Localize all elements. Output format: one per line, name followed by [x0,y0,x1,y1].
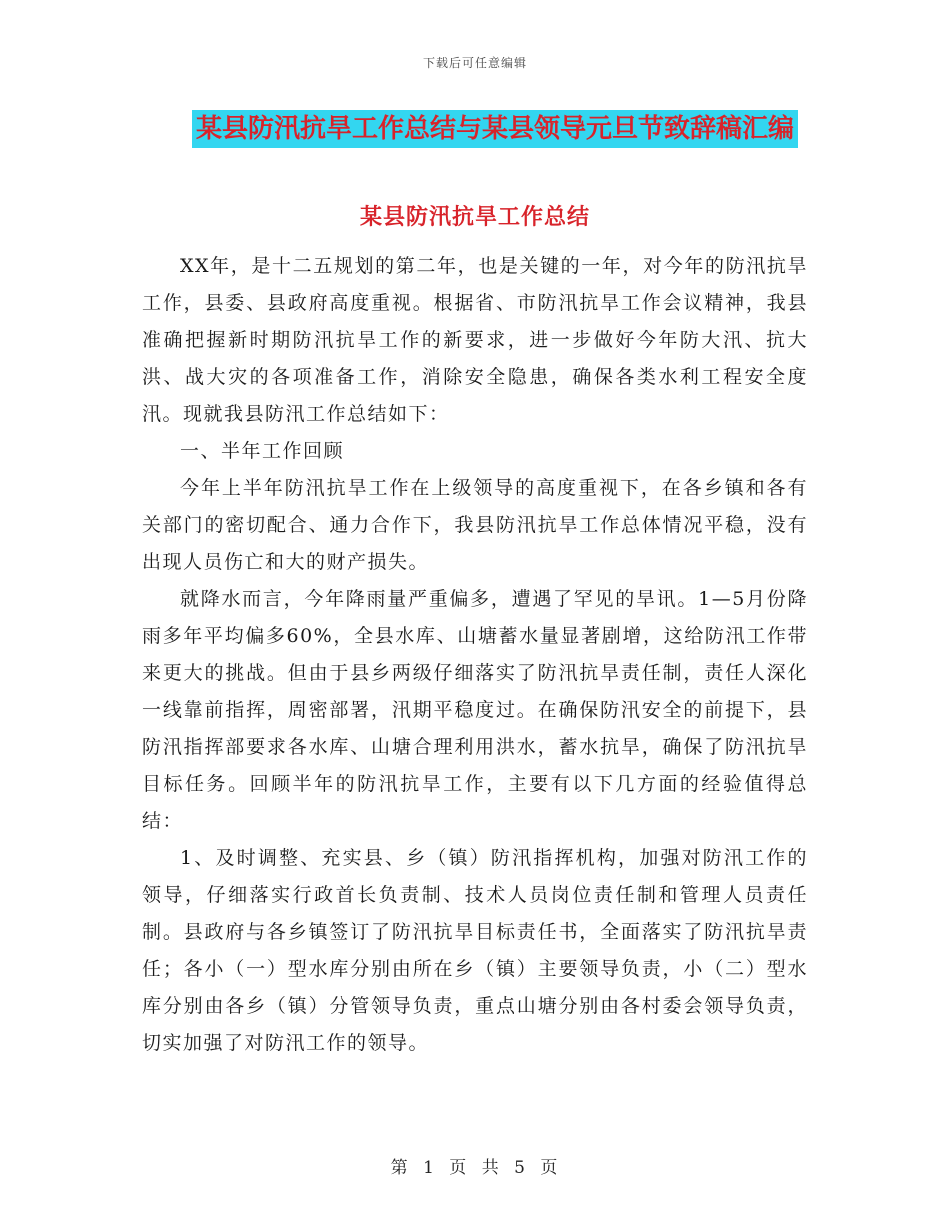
heading-half-year-review: 一、半年工作回顾 [180,440,345,462]
main-title: 某县防汛抗旱工作总结与某县领导元旦节致辞稿汇编 [192,110,798,148]
section-title: 某县防汛抗旱工作总结 [359,204,590,230]
main-title-container [0,110,950,148]
page-header-note: 下载后可任意编辑 [422,56,527,70]
paragraph-rainfall: 就降水而言，今年降雨量严重偏多，遭遇了罕见的旱讯。1—5月份降雨多年平均偏多60%，全县水库、山塘蓄水量显著剧增，这给防汛工作带来更大的挑战。但由于县乡两级仔细落实了防汛抗旱责任制，责任人深化一线靠前指挥，周密部署，汛期平稳度过。在确保防汛安全的前提下，县防汛指挥部要求各水库、山塘合理利用洪水，蓄水抗旱，确保了防汛抗旱目标任务。回顾半年的防汛抗旱工作，主要有以下几方面的经验值得总结： [142,588,808,832]
paragraph-item-1: 1、及时调整、充实县、乡（镇）防汛指挥机构，加强对防汛工作的领导，仔细落实行政首长负责制、技术人员岗位责任制和管理人员责任制。县政府与各乡镇签订了防汛抗旱目标责任书，全面落实了防汛抗旱责任；各小（一）型水库分别由所在乡（镇）主要领导负责，小（二）型水库分别由各乡（镇）分管领导负责，重点山塘分别由各村委会领导负责，切实加强了对防汛工作的领导。 [142,847,808,1054]
page-number: 第 1 页 共 5 页 [390,1158,560,1178]
document-body [142,248,808,1062]
paragraph-intro: XX年，是十二五规划的第二年，也是关键的一年，对今年的防汛抗旱工作，县委、县政府高度重视。根据省、市防汛抗旱工作会议精神，我县准确把握新时期防汛抗旱工作的新要求，进一步做好今年防大汛、抗大洪、战大灾的各项准备工作，消除安全隐患，确保各类水利工程安全度汛。现就我县防汛工作总结如下： [142,255,808,425]
paragraph-overview: 今年上半年防汛抗旱工作在上级领导的高度重视下，在各乡镇和各有关部门的密切配合、通力合作下，我县防汛抗旱工作总体情况平稳，没有出现人员伤亡和大的财产损失。 [142,477,808,573]
